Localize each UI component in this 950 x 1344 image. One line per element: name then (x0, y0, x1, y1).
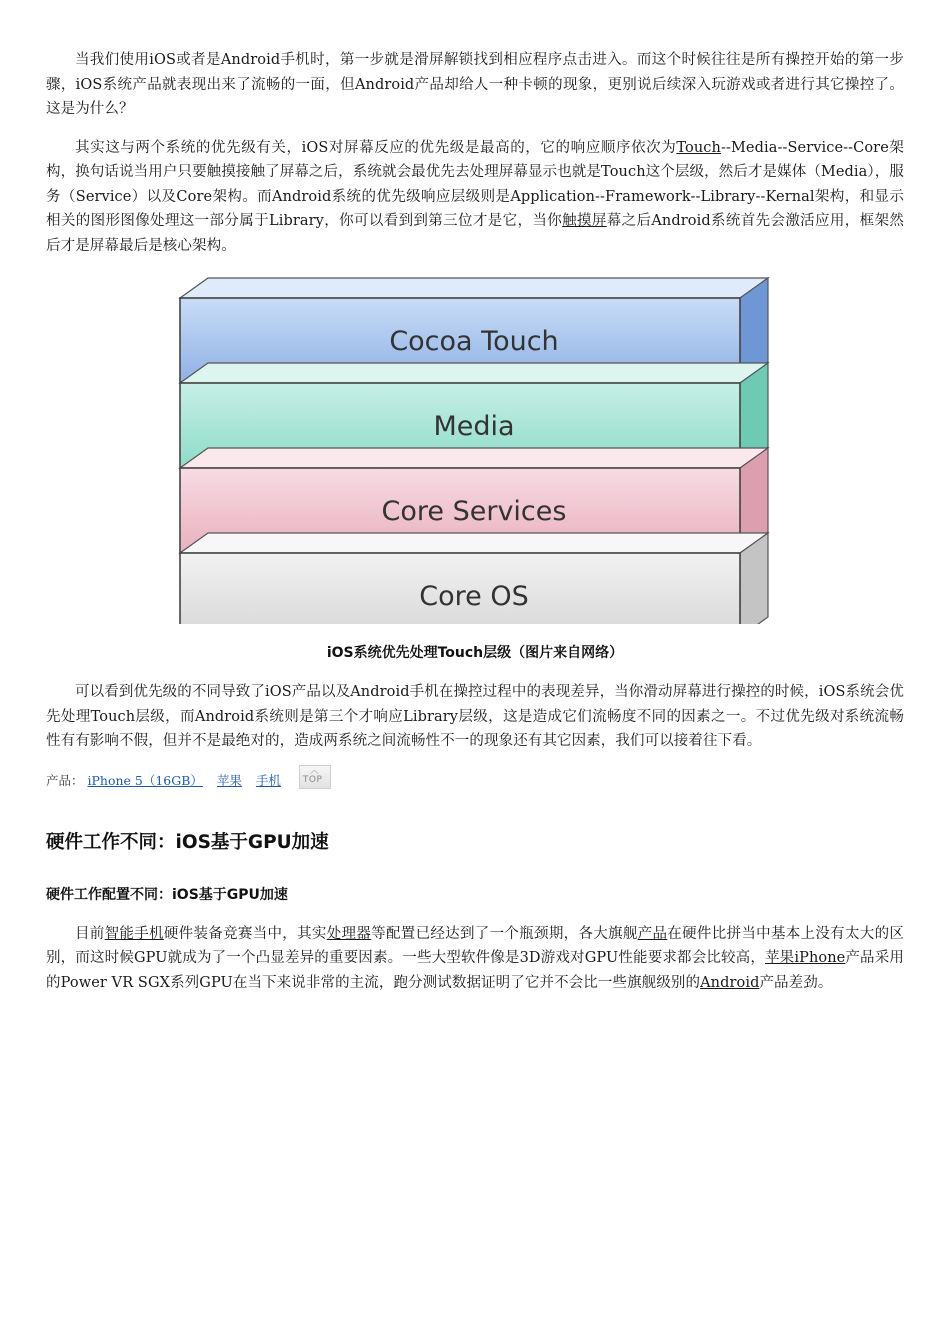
text-segment: 幕之后Android系统首先会激活应用，框架然后才是屏幕最后是核心架构。 (46, 213, 904, 254)
chevron-up-icon: ︿ (309, 766, 319, 776)
layer-top-face (180, 278, 768, 298)
layer-label: Cocoa Touch (389, 326, 559, 357)
paragraph-intro: 当我们使用iOS或者是Android手机时，第一步就是滑屏解锁找到相应程序点击进入。而这个时候往往是所有操控开始的第一步骤，iOS系统产品就表现出来了流畅的一面，但Android产品却给人一种卡顿的现象，更别说后续深入玩游戏或者进行其它操控了。这是为什么？ (46, 52, 904, 117)
paragraph-gpu (46, 922, 904, 996)
top-label: TOP (302, 775, 323, 785)
link-smartphone[interactable]: 智能手机 (104, 925, 164, 942)
text-segment: 产品采用的Power VR SGX系列GPU在当下来说非常的主流，跑分测试数据证明了它并不会比一些旗舰级别的 (46, 950, 904, 991)
text-segment: 在硬件比拼当中基本上没有太大的区别，而这时候GPU就成为了一个凸显差异的重要因素。一些大型软件像是3D游戏对GPU性能要求都会比较高， (46, 925, 904, 966)
layer-core-os (180, 533, 768, 624)
layer-label: Core Services (381, 496, 567, 527)
link-touchscreen[interactable]: 触摸屏 (562, 213, 607, 229)
text-segment: 其实这与两个系统的优先级有关，iOS对屏幕反应的优先级是最高的，它的响应顺序依次为 (75, 139, 677, 156)
text-segment: 目前 (75, 925, 105, 942)
layer-top-face (180, 363, 768, 383)
text-segment: --Media--Service--Core架构，换句话说当用户只要触摸接触了屏幕之后，系统就会最优先去处理屏幕显示也就是Touch这个层级，然后才是媒体（Media），服务（Service）以及Core架构。而Android系统的优先级响应层级则是Application--Framework--Library--Kernal架构，和显示相关的图形图像处理这一部分属于Library，你可以看到到第三位才是它，当你 (46, 139, 904, 229)
link-android[interactable]: Android (700, 974, 760, 991)
ios-layer-diagram (178, 272, 774, 624)
tag-phone[interactable]: 手机 (255, 772, 281, 788)
link-apple-iphone[interactable]: 苹果iPhone (765, 950, 846, 966)
layer-label: Media (433, 411, 515, 442)
article-body (46, 48, 904, 1009)
link-product[interactable]: 产品 (637, 925, 668, 942)
layer-stack-svg (178, 272, 774, 624)
section-heading: 硬件工作不同：iOS基于GPU加速 (46, 831, 329, 853)
text-segment: 产品差劲。 (759, 974, 833, 991)
tag-iphone5[interactable]: iPhone 5（16GB） (87, 772, 203, 788)
text-segment: 等配置已经达到了一个瓶颈期，各大旗舰 (371, 925, 638, 942)
layer-top-face (180, 448, 768, 468)
tags-label: 产品： (46, 772, 84, 788)
layer-label: Core OS (419, 581, 529, 612)
subsection-heading: 硬件工作配置不同：iOS基于GPU加速 (46, 886, 288, 903)
back-to-top-button[interactable] (299, 765, 331, 789)
paragraph-difference: 可以看到优先级的不同导致了iOS产品以及Android手机在操控过程中的表现差异，当你滑动屏幕进行操控的时候，iOS系统会优先处理Touch层级，而Android系统则是第三个才响应Library层级，这是造成它们流畅度不同的因素之一。不过优先级对系统流畅性有有影响不假，但并不是最绝对的，造成两系统之间流畅性不一的现象还有其它因素，我们可以接着往下看。 (46, 684, 904, 749)
tag-apple[interactable]: 苹果 (216, 772, 242, 788)
paragraph-priority (46, 136, 904, 259)
layer-top-face (180, 533, 768, 553)
text-segment: 硬件装备竞赛当中，其实 (163, 925, 327, 942)
figure-caption: iOS系统优先处理Touch层级（图片来自网络） (326, 645, 624, 661)
link-touch[interactable]: Touch (676, 139, 721, 156)
product-tags (46, 768, 904, 794)
link-processor[interactable]: 处理器 (326, 925, 372, 942)
